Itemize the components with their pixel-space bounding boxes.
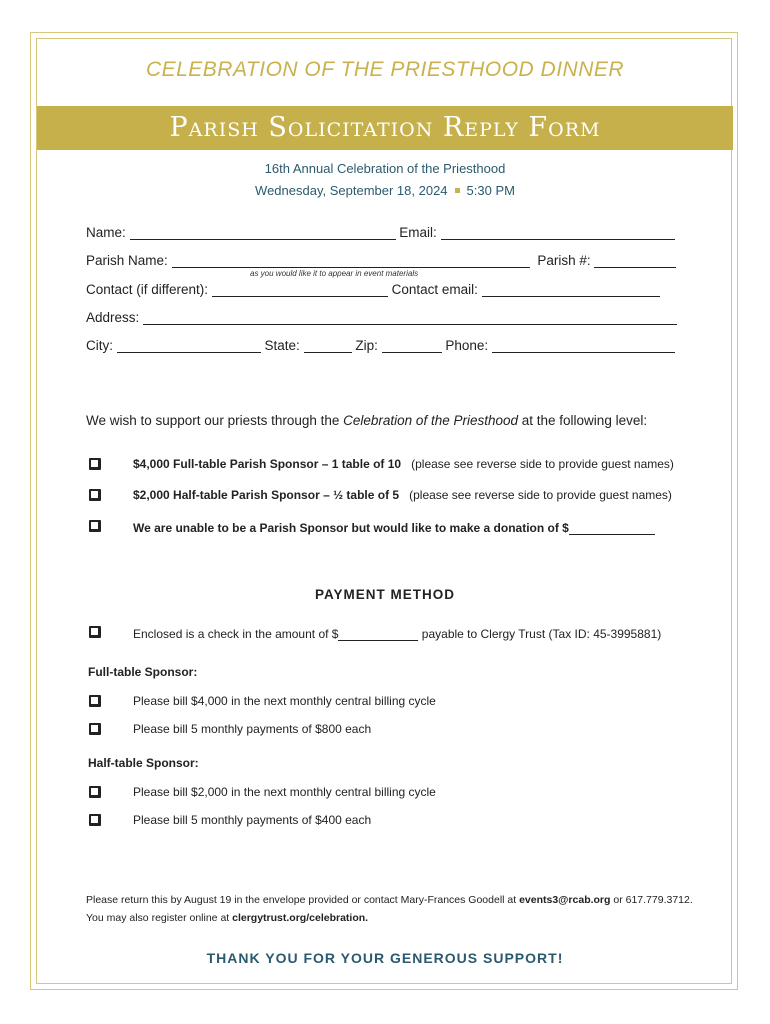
parish-number-label: Parish #:	[537, 253, 591, 268]
check-payable-label: payable to Clergy Trust (Tax ID: 45-3995881)	[421, 627, 662, 641]
form-title-banner: Parish Solicitation Reply Form	[37, 106, 733, 150]
full-table-note: (please see reverse side to provide guest names)	[411, 457, 674, 471]
event-subtitle: 16th Annual Celebration of the Priesthood	[264, 161, 506, 176]
half-table-note: (please see reverse side to provide guest names)	[409, 488, 672, 502]
address-row	[86, 309, 677, 325]
name-label: Name:	[86, 225, 126, 240]
full-bill-monthly-label: Please bill 5 monthly payments of $800 each	[133, 722, 372, 736]
full-table-label: $4,000 Full-table Parish Sponsor – 1 table of 10	[133, 457, 402, 471]
city-label: City:	[86, 338, 113, 353]
name-field[interactable]	[130, 224, 396, 240]
half-table-checkbox[interactable]	[89, 489, 101, 501]
payment-method-title: PAYMENT METHOD	[314, 587, 455, 602]
address-field[interactable]	[143, 309, 677, 325]
half-table-label: $2,000 Half-table Parish Sponsor – ½ table of 5	[133, 488, 400, 502]
check-enclosed-checkbox[interactable]	[89, 626, 101, 638]
registration-link[interactable]: clergytrust.org/celebration.	[232, 912, 369, 924]
phone-label: Phone:	[445, 338, 489, 353]
half-bill-once-label: Please bill $2,000 in the next monthly central billing cycle	[133, 785, 436, 799]
state-label: State:	[264, 338, 300, 353]
half-table-option	[133, 488, 672, 502]
contact-email-link[interactable]: events3@rcab.org	[519, 894, 611, 906]
check-amount-field[interactable]	[338, 625, 418, 641]
support-intro	[86, 413, 647, 428]
contact-email-field[interactable]	[482, 281, 660, 297]
email-field[interactable]	[441, 224, 675, 240]
return-text-2: or 617.779.3712. You may also register online at	[86, 894, 693, 924]
full-table-checkbox[interactable]	[89, 458, 101, 470]
support-intro-text: We wish to support our priests through the	[86, 413, 344, 428]
check-enclosed-option	[133, 625, 661, 641]
parish-name-field[interactable]	[172, 252, 530, 268]
address-label: Address:	[86, 310, 140, 325]
state-field[interactable]	[304, 337, 352, 353]
half-table-section-label: Half-table Sponsor:	[88, 756, 199, 770]
full-bill-once-checkbox[interactable]	[89, 695, 101, 707]
return-instructions	[86, 891, 696, 927]
event-datetime	[0, 183, 770, 198]
half-bill-monthly-label: Please bill 5 monthly payments of $400 each	[133, 813, 372, 827]
donation-option	[133, 519, 655, 535]
inner-border	[36, 38, 732, 984]
full-bill-once-label: Please bill $4,000 in the next monthly central billing cycle	[133, 694, 436, 708]
thank-you-message: THANK YOU FOR YOUR GENEROUS SUPPORT!	[206, 950, 564, 966]
support-intro-event: Celebration of the Priesthood	[343, 413, 519, 428]
phone-field[interactable]	[492, 337, 675, 353]
parish-number-field[interactable]	[594, 252, 676, 268]
zip-field[interactable]	[382, 337, 442, 353]
contact-label: Contact (if different):	[86, 282, 209, 297]
check-enclosed-label: Enclosed is a check in the amount of $	[133, 627, 339, 641]
support-intro-text-end: at the following level:	[518, 413, 648, 428]
email-label: Email:	[399, 225, 437, 240]
donation-checkbox[interactable]	[89, 520, 101, 532]
half-bill-once-checkbox[interactable]	[89, 786, 101, 798]
zip-label: Zip:	[355, 338, 378, 353]
event-time: 5:30 PM	[466, 183, 515, 198]
parish-row	[86, 252, 676, 268]
half-bill-monthly-checkbox[interactable]	[89, 814, 101, 826]
donation-amount-field[interactable]	[569, 519, 655, 535]
city-row	[86, 337, 675, 353]
return-text: Please return this by August 19 in the envelope provided or contact Mary-Frances Goodell at	[86, 894, 520, 906]
parish-name-note: as you would like it to appear in event materials	[250, 269, 419, 278]
contact-field[interactable]	[212, 281, 388, 297]
city-field[interactable]	[117, 337, 261, 353]
full-bill-monthly-checkbox[interactable]	[89, 723, 101, 735]
full-table-option	[133, 457, 674, 471]
parish-name-label: Parish Name:	[86, 253, 168, 268]
contact-row	[86, 281, 660, 297]
contact-email-label: Contact email:	[391, 282, 478, 297]
event-date: Wednesday, September 18, 2024	[255, 183, 448, 198]
bullet-icon	[455, 188, 460, 193]
event-title: CELEBRATION OF THE PRIESTHOOD DINNER	[145, 58, 625, 81]
name-email-row	[86, 224, 675, 240]
donation-label: We are unable to be a Parish Sponsor but would like to make a donation of $	[133, 521, 569, 535]
full-table-section-label: Full-table Sponsor:	[88, 665, 198, 679]
